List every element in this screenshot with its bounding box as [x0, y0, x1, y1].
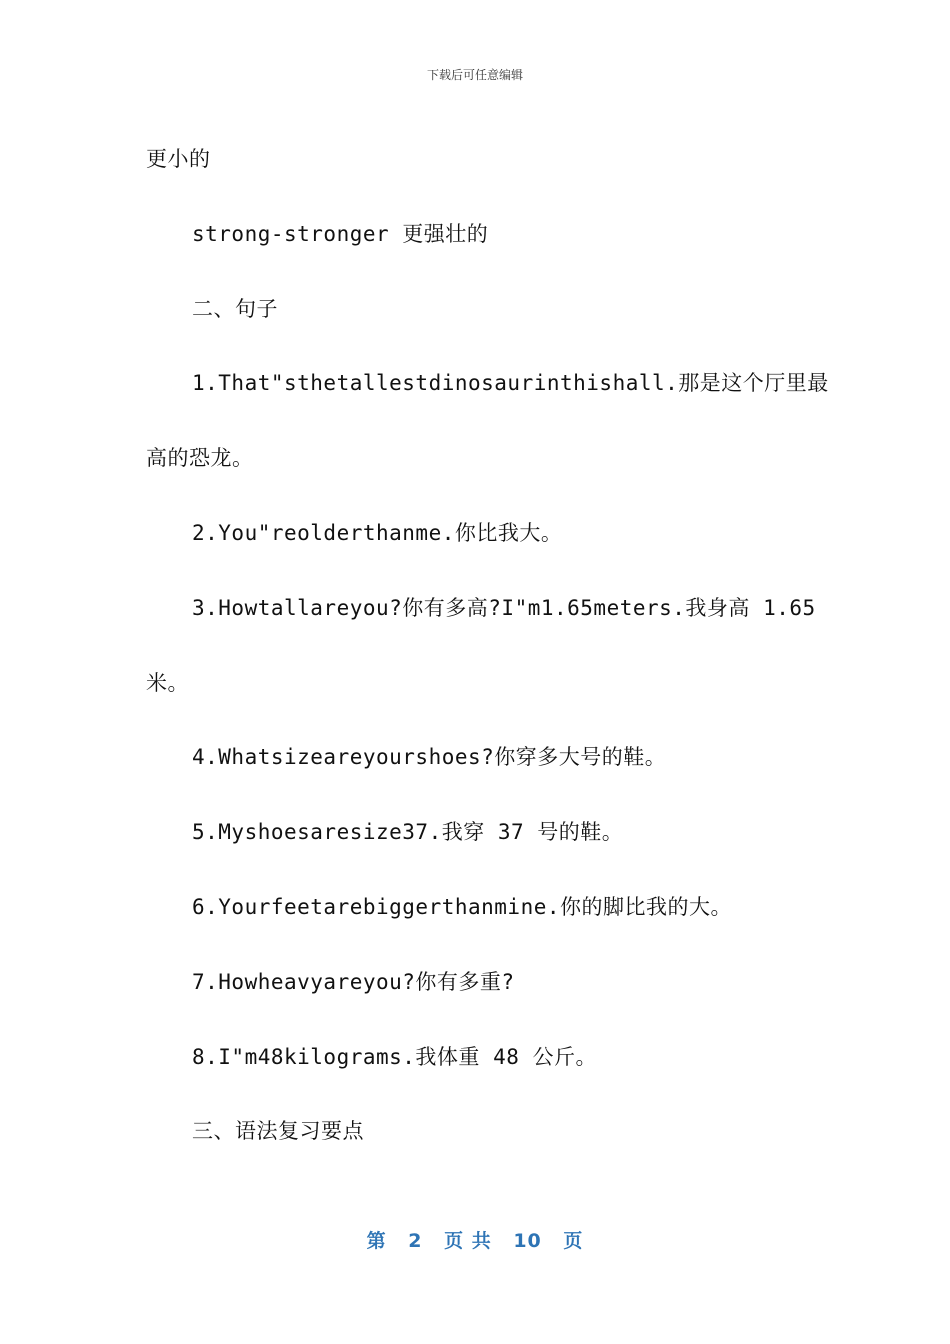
document-body: [146, 122, 829, 1169]
current-page-number: 2: [408, 1230, 423, 1252]
text-line: 更小的: [146, 147, 211, 171]
sentence-line: 1.That"sthetallestdinosaurinthishall.那是这个厅里最: [192, 371, 829, 396]
sentence-line: 3.Howtallareyou?你有多高?I"m1.65meters.我身高 1.65: [192, 595, 816, 620]
sentence-line: 7.Howheavyareyou?你有多重?: [192, 969, 515, 994]
sentence-line: 8.I"m48kilograms.我体重 48 公斤。: [192, 1044, 598, 1069]
sentence-line-continued: 米。: [146, 670, 189, 695]
section-heading: 三、语法复习要点: [192, 1119, 364, 1144]
header-text: 下载后可任意编辑: [426, 68, 523, 82]
footer-suffix: 页: [563, 1230, 584, 1252]
sentence-line: 6.Yourfeetarebiggerthanmine.你的脚比我的大。: [192, 894, 733, 919]
sentence-line: 2.You"reolderthanme.你比我大。: [192, 520, 563, 545]
total-pages-number: 10: [513, 1230, 542, 1252]
footer-prefix: 第: [366, 1230, 387, 1252]
section-heading: 二、句子: [192, 296, 278, 321]
text-line: strong-stronger 更强壮的: [192, 221, 489, 246]
footer-middle: 页 共: [444, 1230, 492, 1252]
page-header: [0, 66, 950, 83]
sentence-line-continued: 高的恐龙。: [146, 446, 254, 471]
page-footer: [0, 1226, 950, 1253]
sentence-line: 4.Whatsizeareyourshoes?你穿多大号的鞋。: [192, 745, 667, 770]
sentence-line: 5.Myshoesaresize37.我穿 37 号的鞋。: [192, 820, 624, 845]
